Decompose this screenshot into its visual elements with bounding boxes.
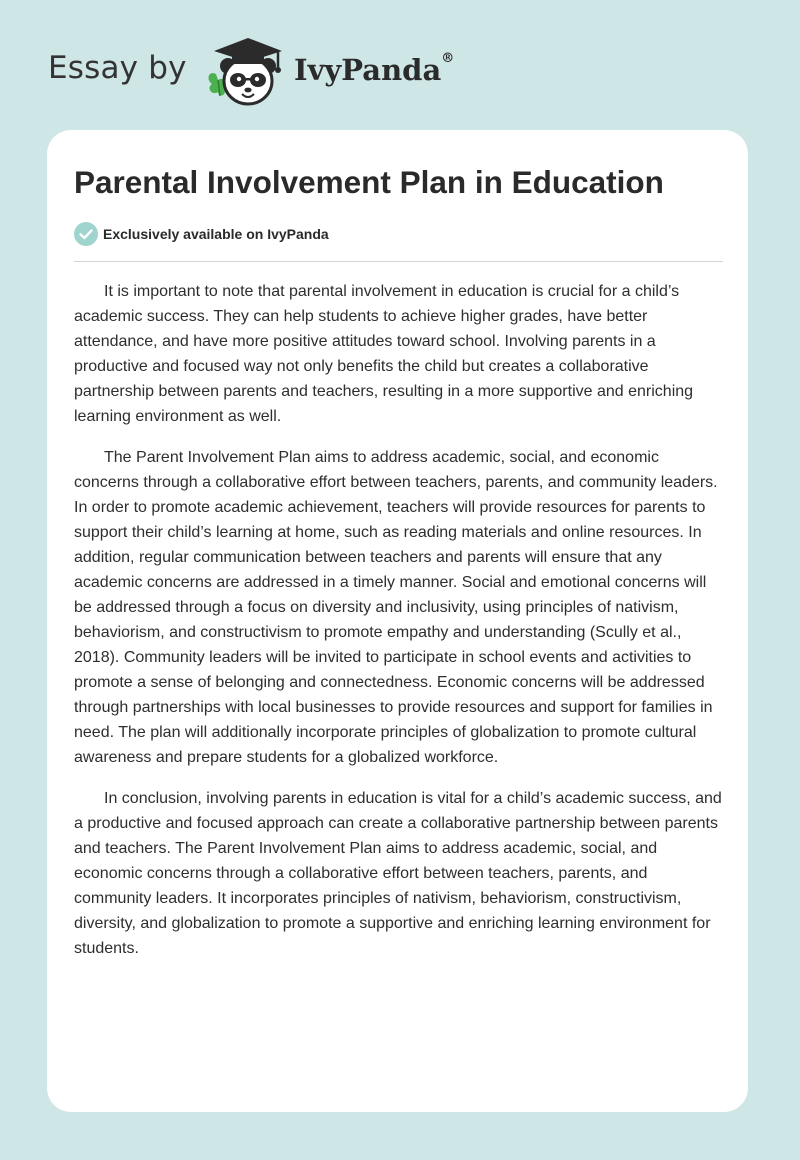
site-header-logo[interactable] xyxy=(48,34,508,114)
panda-graduate-logo-icon xyxy=(202,34,292,108)
paragraph: In conclusion, involving parents in education is vital for a child’s academic success, and a productive and focused approach can create a collaborative partnership between parents and teachers. The Parent Involvement Plan aims to address academic, social, and economic concerns through a collaborative effort between teachers, parents, and community leaders. It incorporates principles of nativism, behaviorism, constructivism, diversity, and globalization to promote a supportive and enriching learning environment for students. xyxy=(74,790,722,957)
paragraph: The Parent Involvement Plan aims to address academic, social, and economic concerns through a collaborative effort between teachers, parents, and community leaders. In order to promote academic achievement, teachers will provide resources for parents to support their child’s learning at home, such as reading materials and online resources. In addition, regular communication between teachers and parents will ensure that any academic concerns are addressed in a timely manner. Social and emotional concerns will be addressed through a focus on diversity and inclusivity, using principles of nativism, behaviorism, and constructivism to promote empathy and understanding (Scully et al., 2018). Community leaders will be invited to participate in school events and activities to promote a sense of belonging and connectedness. Economic concerns will be addressed through partnerships with local businesses to provide resources and support for families in need. The plan will additionally incorporate principles of globalization to promote cultural awareness and prepare students for a globalized workforce. xyxy=(74,449,718,766)
exclusive-badge xyxy=(74,222,329,246)
brand-name: IvyPanda® xyxy=(294,51,455,87)
check-circle-icon xyxy=(74,222,98,246)
article-body xyxy=(74,279,724,977)
brand-prefix: Essay by xyxy=(48,50,187,86)
badge-label: Exclusively available on IvyPanda xyxy=(103,226,329,242)
divider xyxy=(74,261,723,262)
page-title: Parental Involvement Plan in Education xyxy=(74,164,664,200)
paragraph: It is important to note that parental involvement in education is crucial for a child’s academic success. They can help students to achieve higher grades, have better attendance, and have more positive attitudes toward school. Involving parents in a productive and focused way not only benefits the child but creates a collaborative partnership between parents and teachers, resulting in a more supportive and enriching learning environment as well. xyxy=(74,283,694,425)
essay-card xyxy=(47,130,748,1112)
